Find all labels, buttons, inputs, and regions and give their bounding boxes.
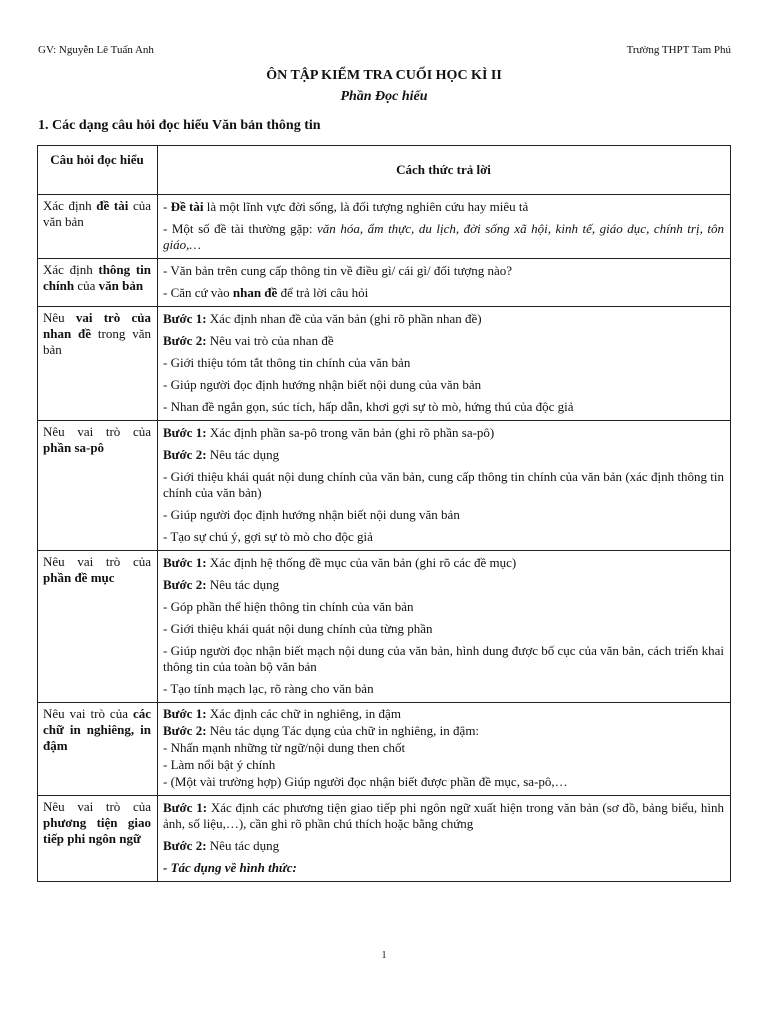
answer-line: - Giới thiệu khái quát nội dung chính của từng phần [163,621,433,636]
answer-line: - Một số đề tài thường gặp: văn hóa, ẩm thực, du lịch, đời sống xã hội, kinh tế, giáo dục, chính trị, tôn giáo,… [163,221,724,252]
table-row [38,421,731,551]
answer-line: Bước 2: Nêu tác dụng [163,447,280,462]
table-row [38,551,731,703]
table-row [38,195,731,259]
answer-line: Bước 1: Xác định nhan đề của văn bản (ghi rõ phần nhan đề) [163,311,482,326]
answer-line: Bước 1: Xác định các phương tiện giao tiếp phi ngôn ngữ xuất hiện trong văn bản (sơ đồ, bảng biểu, hình ảnh, số liệu,…), cần ghi rõ phần chú thích hoặc bằng chứng [163,800,724,831]
question-type-cell: Nêu vai trò của các chữ in nghiêng, in đậm [38,703,158,796]
answer-method-cell [158,259,731,307]
answer-method-cell [158,551,731,703]
question-type-cell: Nêu vai trò của phần đề mục [38,551,158,703]
document-title: ÔN TẬP KIỂM TRA CUỐI HỌC KÌ II [266,68,502,83]
question-type-cell: Nêu vai trò của phần sa-pô [38,421,158,551]
answer-method-cell [158,796,731,882]
answer-line: Bước 2: Nêu tác dụng [163,838,280,853]
answer-line: Bước 1: Xác định hệ thống đề mục của văn bản (ghi rõ các đề mục) [163,555,517,570]
answer-line: - Giúp người đọc định hướng nhận biết nội dung của văn bản [163,377,482,392]
header-answer-method: Cách thức trả lời [158,146,731,195]
school-name: Trường THPT Tam Phú [626,44,731,56]
question-type-cell: Xác định đề tài của văn bản [38,195,158,259]
answer-line: Bước 2: Nêu tác dụng [163,577,280,592]
answer-line: - Góp phần thể hiện thông tin chính của văn bản [163,599,414,614]
answer-line: - Giúp người đọc định hướng nhận biết nội dung văn bản [163,507,460,522]
question-type-cell: Nêu vai trò của nhan đề trong văn bản [38,307,158,421]
table-row [38,703,731,796]
question-type-cell: Nêu vai trò của phương tiện giao tiếp phi ngôn ngữ [38,796,158,882]
page-number: 1 [381,950,387,961]
answer-line: Bước 2: Nêu vai trò của nhan đề [163,333,334,348]
answer-line: Bước 1: Xác định các chữ in nghiêng, in đậm [163,706,401,721]
answer-line: - (Một vài trường hợp) Giúp người đọc nhận biết được phần đề mục, sa-pô,… [163,774,568,789]
document-subtitle: Phần Đọc hiểu [340,89,428,104]
answer-line: - Làm nổi bật ý chính [163,757,276,772]
answer-line: - Giới thiệu khái quát nội dung chính của văn bản, cung cấp thông tin chính của văn bản (xác định thông tin chính của văn bản) [163,469,724,500]
answer-method-cell [158,307,731,421]
answer-line: - Căn cứ vào nhan đề để trả lời câu hỏi [163,285,369,300]
answer-method-cell [158,703,731,796]
table-body [38,195,731,882]
question-type-cell: Xác định thông tin chính của văn bản [38,259,158,307]
table-row [38,796,731,882]
answer-line: - Văn bản trên cung cấp thông tin về điều gì/ cái gì/ đối tượng nào? [163,263,513,278]
answer-line: - Giúp người đọc nhận biết mạch nội dung của văn bản, hình dung được bố cục của văn bản, cách triển khai thông tin của toàn bộ văn bản [163,643,724,674]
reading-question-table [37,145,731,882]
answer-line: Bước 1: Xác định phần sa-pô trong văn bản (ghi rõ phần sa-pô) [163,425,495,440]
answer-line: Bước 2: Nêu tác dụng Tác dụng của chữ in nghiêng, in đậm: [163,723,480,738]
table-row [38,307,731,421]
answer-method-cell [158,421,731,551]
answer-line: - Giới thiệu tóm tắt thông tin chính của văn bản [163,355,411,370]
answer-line: - Nhấn mạnh những từ ngữ/nội dung then chốt [163,740,406,755]
answer-method-cell [158,195,731,259]
answer-line: - Tạo tính mạch lạc, rõ ràng cho văn bản [163,681,374,696]
section-heading: 1. Các dạng câu hỏi đọc hiểu Văn bản thông tin [38,118,321,133]
answer-line: - Tác dụng về hình thức: [163,860,297,875]
table-row [38,259,731,307]
answer-line: - Nhan đề ngắn gọn, súc tích, hấp dẫn, khơi gợi sự tò mò, hứng thú của độc giả [163,399,574,414]
answer-line: - Tạo sự chú ý, gợi sự tò mò cho độc giả [163,529,373,544]
answer-line: - Đề tài là một lĩnh vực đời sống, là đối tượng nghiên cứu hay miêu tả [163,199,529,214]
table-header-row [38,146,731,195]
teacher-name: GV: Nguyễn Lê Tuấn Anh [38,44,154,56]
header-question-type: Câu hỏi đọc hiểu [38,146,158,195]
